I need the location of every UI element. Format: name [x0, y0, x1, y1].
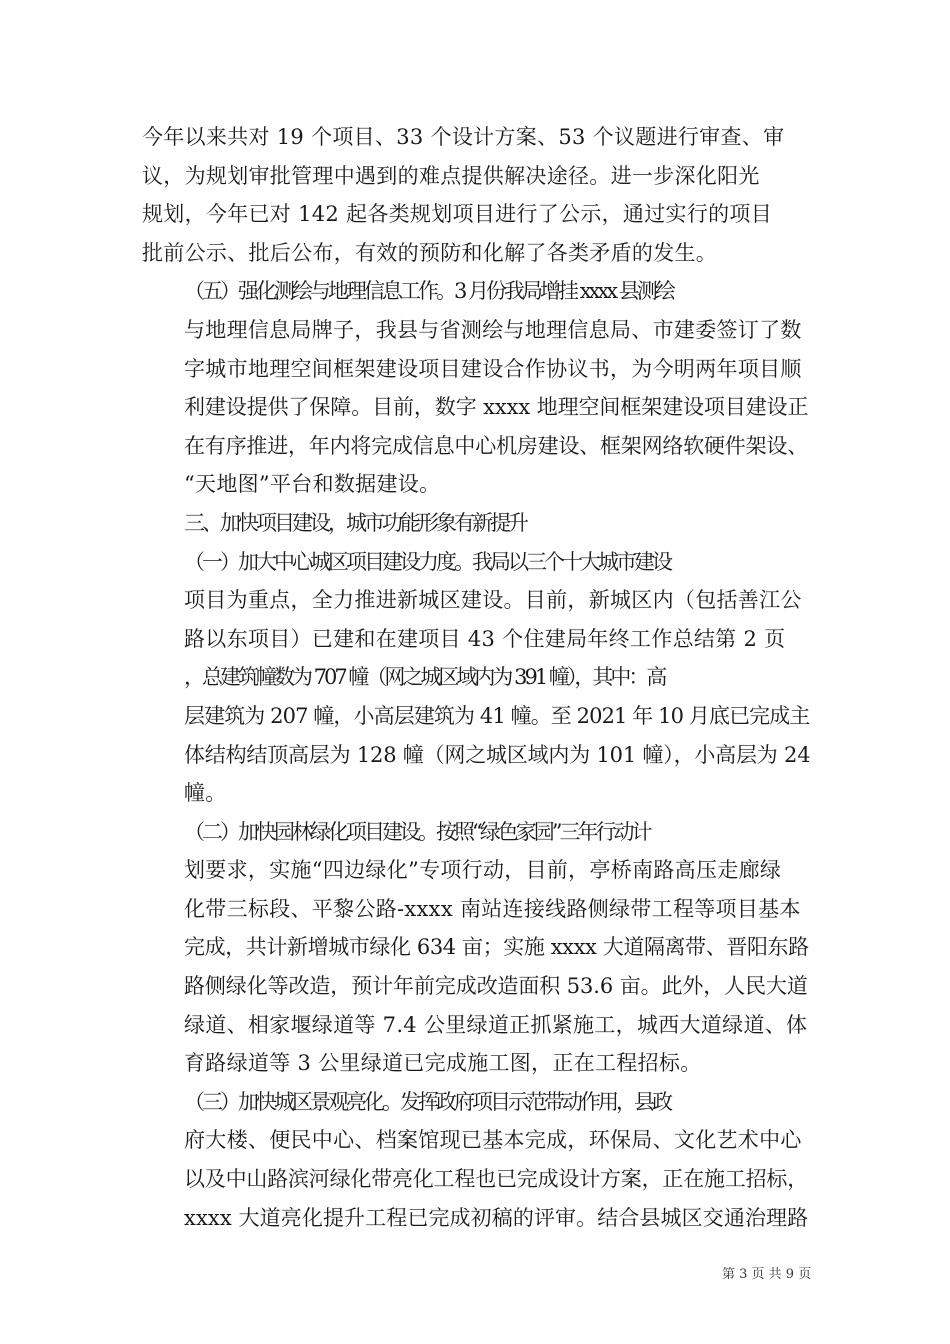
text-line: 化带三标段、平黎公路-xxxx 南站连接线路侧绿带工程等项目基本 [184, 896, 801, 921]
text-line: 育路绿道等 3 公里绿道已完成施工图，正在工程招标。 [184, 1051, 702, 1076]
paragraph-p6 [142, 813, 810, 1083]
paragraph-p3 [142, 504, 810, 543]
text-line: 划要求，实施“四边绿化”专项行动，目前，亭桥南路高压走廊绿 [184, 858, 782, 883]
text-line: （三）加快城区景观亮化。发挥政府项目示范带动作用，县政 [184, 1089, 670, 1114]
text-line: 路侧绿化等改造，预计年前完成改造面积 53.6 亩。此外，人民大道 [184, 974, 808, 999]
paragraph-p1 [142, 118, 810, 272]
text-line: 规划，今年已对 142 起各类规划项目进行了公示，通过实行的项目 [142, 202, 773, 227]
text-line: 项目为重点，全力推进新城区建设。目前，新城区内（包括善江公 [184, 588, 802, 613]
text-line: 字城市地理空间框架建设项目建设合作协议书，为今明两年项目顺 [184, 356, 802, 381]
text-line: xxxx 大道亮化提升工程已完成初稿的评审。结合县城区交通治理路 [184, 1205, 809, 1230]
document-body [142, 118, 810, 1237]
text-line: 三、加快项目建设，城市功能形象有新提升 [184, 510, 526, 535]
text-line: 绿道、相家堰绿道等 7.4 公里绿道正抓紧施工，城西大道绿道、体 [184, 1012, 808, 1037]
text-line: 今年以来共对 19 个项目、33 个设计方案、53 个议题进行审查、审 [142, 125, 785, 149]
paragraph-p5 [142, 658, 810, 812]
text-line: 体结构结顶高层为 128 幢（网之城区域内为 101 幢），小高层为 24 [184, 742, 811, 767]
text-line: （五）强化测绘与地理信息工作。3 月份我局增挂 xxxx 县测绘 [184, 279, 673, 304]
text-line: 与地理信息局牌子，我县与省测绘与地理信息局、市建委签订了数 [184, 317, 802, 342]
paragraph-p4 [142, 543, 810, 659]
text-line: 在有序推进，年内将完成信息中心机房建设、框架网络软硬件架设、 [184, 433, 808, 458]
text-line: 以及中山路滨河绿化带亮化工程也已完成设计方案，正在施工招标， [184, 1167, 808, 1192]
text-line: “天地图”平台和数据建设。 [184, 472, 441, 497]
text-line: ，总建筑幢数为 707 幢（网之城区域内为 391 幢），其中：高 [184, 665, 665, 690]
text-line: 层建筑为 207 幢，小高层建筑为 41 幢。至 2021 年 10 月底已完成主 [184, 703, 810, 728]
text-line: 完成，共计新增城市绿化 634 亩；实施 xxxx 大道隔离带、晋阳东路 [184, 935, 809, 960]
text-line: 议，为规划审批管理中遇到的难点提供解决途径。进一步深化阳光 [142, 163, 760, 188]
text-line: 府大楼、便民中心、档案馆现已基本完成，环保局、文化艺术中心 [184, 1128, 802, 1153]
page-number: 第 3 页 共 9 页 [722, 1267, 812, 1282]
text-line: （一）加大中心城区项目建设力度。我局以三个十大城市建设 [184, 549, 670, 574]
text-line: 批前公示、批后公布，有效的预防和化解了各类矛盾的发生。 [142, 240, 718, 265]
text-line: （二）加快园林绿化项目建设。按照“绿色家园”三年行动计 [184, 819, 650, 844]
paragraph-p2 [142, 272, 810, 504]
paragraph-p7 [142, 1083, 810, 1237]
text-line: 路以东项目）已建和在建项目 43 个住建局年终工作总结第 2 页 [184, 626, 786, 651]
text-line: 利建设提供了保障。目前，数字 xxxx 地理空间框架建设项目建设正 [184, 395, 809, 420]
text-line: 幢。 [184, 781, 227, 806]
